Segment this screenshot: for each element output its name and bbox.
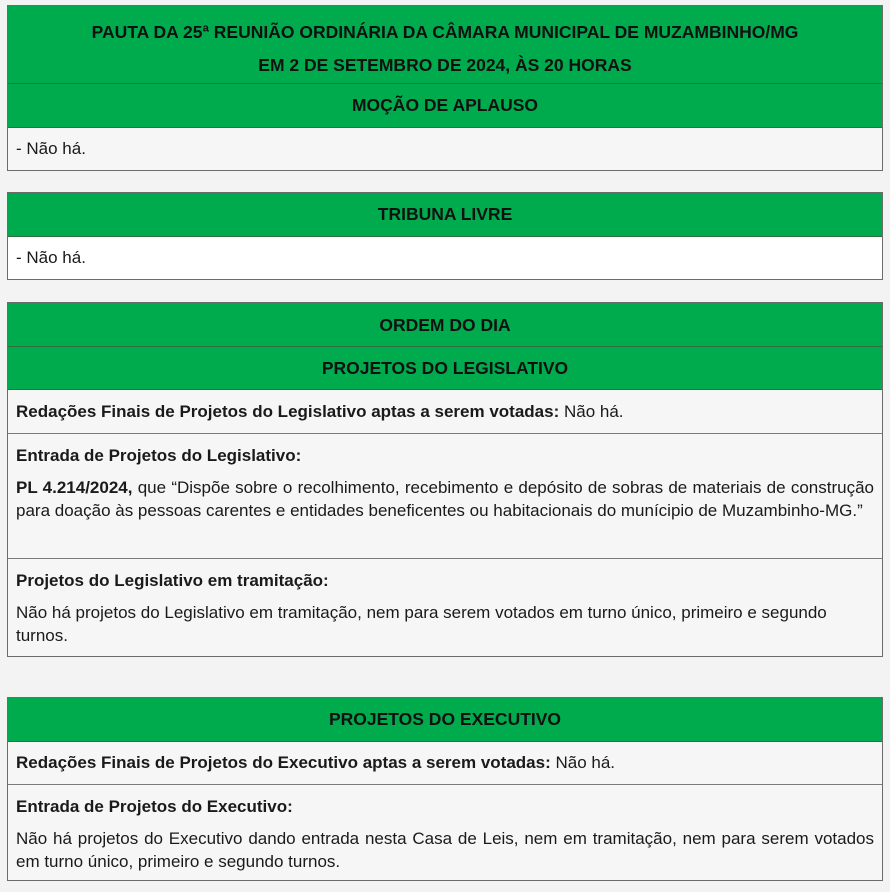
- legislativo-entrada: [8, 434, 882, 559]
- legislativo-entrada-label: Entrada de Projetos do Legislativo:: [16, 446, 302, 465]
- agenda-title: [8, 6, 882, 84]
- executivo-entrada: [8, 785, 882, 880]
- executivo-entrada-label: Entrada de Projetos do Executivo:: [16, 797, 293, 816]
- executivo-table: [7, 697, 883, 881]
- legislativo-heading: PROJETOS DO LEGISLATIVO: [8, 347, 882, 390]
- ordem-table: [7, 302, 883, 657]
- executivo-redacoes-value: Não há.: [550, 753, 616, 772]
- legislativo-tramitacao-label: Projetos do Legislativo em tramitação:: [16, 571, 329, 590]
- legislativo-tramitacao-text: Não há projetos do Legislativo em tramitação, nem para serem votados em turno único, primeiro e segundo turnos.: [16, 603, 827, 645]
- legislativo-redacoes-value: Não há.: [559, 402, 624, 421]
- pl-description: que “Dispõe sobre o recolhimento, recebimento e depósito de sobras de materiais de construção para doação às pessoas carentes e entidades beneficentes ou habitacionais do munícipio de Muzambinho-MG.”: [16, 478, 874, 520]
- executivo-entrada-text: Não há projetos do Executivo dando entrada nesta Casa de Leis, nem em tramitação, nem para serem votados em turno único, primeiro e segundo turnos.: [16, 829, 874, 871]
- pl-number: PL 4.214/2024,: [16, 478, 133, 497]
- mocao-table: [7, 5, 883, 171]
- executivo-redacoes: [8, 742, 882, 785]
- executivo-redacoes-label: Redações Finais de Projetos do Executivo aptas a serem votadas:: [16, 753, 551, 772]
- legislativo-redacoes-label: Redações Finais de Projetos do Legislativo aptas a serem votadas:: [16, 402, 560, 421]
- legislativo-tramitacao: [8, 559, 882, 656]
- tribuna-heading: TRIBUNA LIVRE: [8, 193, 882, 237]
- tribuna-table: [7, 192, 883, 280]
- tribuna-content: - Não há.: [8, 237, 882, 279]
- ordem-heading: ORDEM DO DIA: [8, 303, 882, 347]
- agenda-title-line2: EM 2 DE SETEMBRO DE 2024, ÀS 20 HORAS: [258, 55, 632, 75]
- mocao-content: - Não há.: [8, 128, 882, 170]
- agenda-title-line1: PAUTA DA 25ª REUNIÃO ORDINÁRIA DA CÂMARA MUNICIPAL DE MUZAMBINHO/MG: [91, 22, 799, 42]
- mocao-heading: MOÇÃO DE APLAUSO: [8, 84, 882, 128]
- legislativo-redacoes: [8, 390, 882, 434]
- executivo-heading: PROJETOS DO EXECUTIVO: [8, 698, 882, 742]
- pl-entry: [16, 476, 874, 522]
